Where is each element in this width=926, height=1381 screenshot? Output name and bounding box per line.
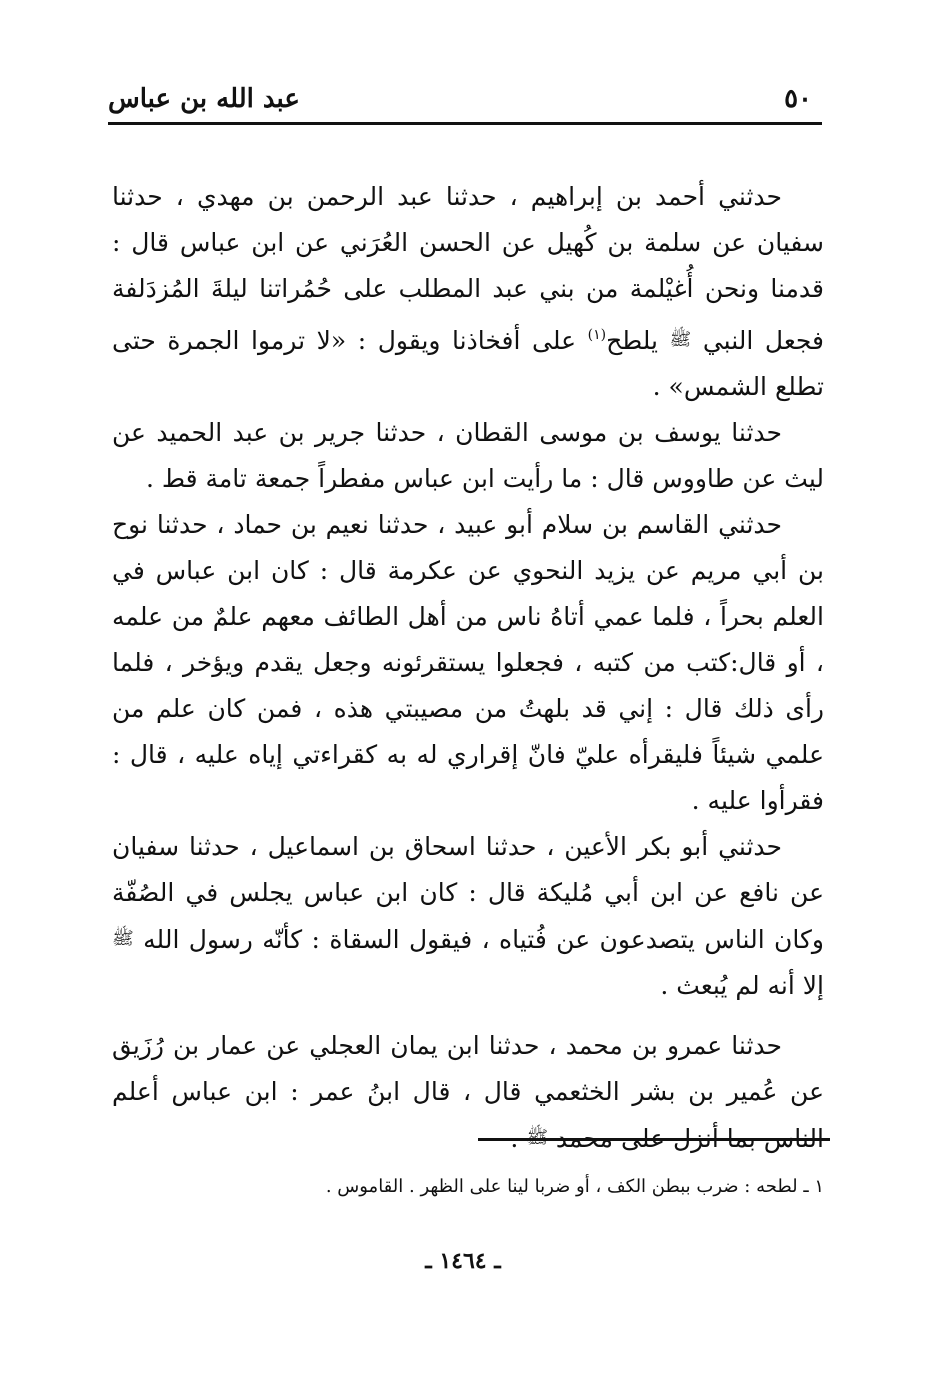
body-text — [112, 174, 824, 1162]
page-header — [108, 78, 820, 122]
text-run: على أفخاذنا ويقول : «لا ترموا الجمرة حتى تطلع الشمس» . — [112, 326, 824, 401]
paragraph — [112, 824, 824, 1009]
footnote-marker: (١) — [587, 327, 607, 343]
paragraph — [112, 410, 824, 502]
header-rule — [108, 122, 822, 125]
text-run: إلا أنه لم يُبعث . — [660, 971, 824, 1000]
text-run: حدثنا عمرو بن محمد ، حدثنا ابن يمان العجلي عن عمار بن رُزَيق عن عُمير بن بشر الخثعمي قال ، قال ابنُ عمر : ابن عباس أعلم الناس بما أنزل على محمد — [112, 1031, 824, 1153]
running-title: عبد الله بن عباس — [108, 84, 300, 114]
salawat-glyph: ﷺ — [526, 1127, 548, 1148]
paragraph — [112, 1023, 824, 1162]
salawat-glyph: ﷺ — [669, 329, 692, 350]
footnote: ١ ـ لطحه : ضرب ببطن الكف ، أو ضربا لينا على الظهر . القاموس . — [325, 1176, 824, 1197]
text-run: حدثنا يوسف بن موسى القطان ، حدثنا جرير بن عبد الحميد عن ليث عن طاووس قال : ما رأيت ابن عباس مفطراً جمعة تامة قط . — [112, 418, 824, 493]
page-number: ٥٠ — [784, 84, 812, 114]
footnote-rule — [478, 1138, 830, 1141]
paragraph — [112, 502, 824, 824]
paragraph — [112, 174, 824, 410]
text-run: حدثني أحمد بن إبراهيم ، حدثنا عبد الرحمن بن مهدي ، حدثنا سفيان عن سلمة بن كُهيل عن الحسن العُرَني عن ابن عباس قال : قدمنا ونحن أُغيْلمة من بني عبد المطلب على حُمُراتنا ليلةَ المُزدَلفة فجعل النبي — [112, 182, 824, 355]
text-run: حدثني القاسم بن سلام أبو عبيد ، حدثنا نعيم بن حماد ، حدثنا نوح بن أبي مريم عن يزيد النحوي عن عكرمة قال : كان ابن عباس في العلم بحراً ، فلما عمي أتاهُ ناس من أهل الطائف معهم علمٌ من علمه ، أو قال:كتب من كتبه ، فجعلوا يستقرئونه وجعل يقدم ويؤخر ، فلما رأى ذلك قال : إني قد بلهتُ من مصيبتي هذه ، فمن كان علم من علمي شيئاً فليقرأه عليّ فانّ إقراري له به كقراءتي إياه عليه ، قال : فقرأوا عليه . — [112, 510, 824, 815]
text-run: حدثني أبو بكر الأعين ، حدثنا اسحاق بن اسماعيل ، حدثنا سفيان عن نافع عن ابن أبي مُليكة قال : كان ابن عباس يجلس في الصُفّة وكان الناس يتصدعون عن فُتياه ، فيقول السقاة : كأنّه رسول الله — [112, 832, 824, 954]
text-run: . — [510, 1124, 527, 1153]
text-run: يلطح — [606, 326, 670, 355]
salawat-glyph: ﷺ — [112, 928, 134, 949]
folio-number: ـ ١٤٦٤ ـ — [425, 1248, 501, 1274]
